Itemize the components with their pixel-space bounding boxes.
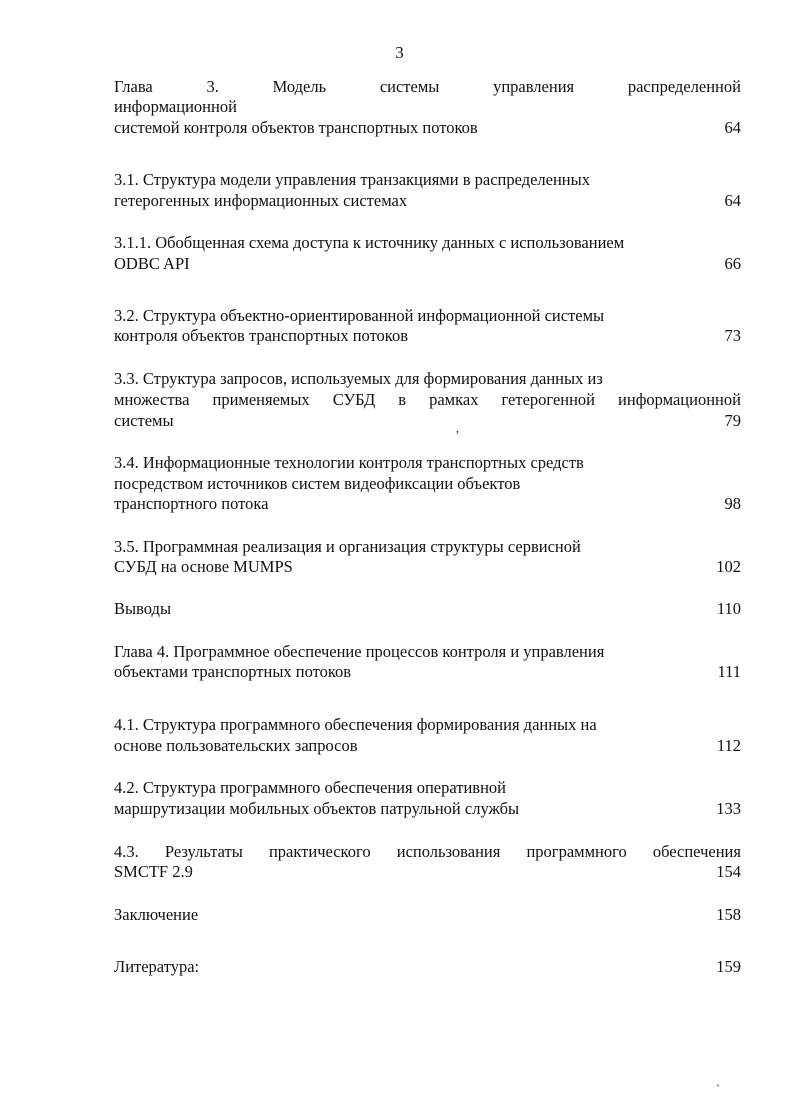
toc-conclusions-label: Выводы xyxy=(114,599,172,618)
toc-3-1-line1: 3.1. Структура модели управления транзакциями в распределенных xyxy=(114,170,590,189)
toc-4-1-page: 112 xyxy=(716,736,741,755)
toc-3-1-line2: гетерогенных информационных системах xyxy=(114,191,408,210)
toc-conclusion-label: Заключение xyxy=(114,905,199,924)
toc-3-4-line3: транспортного потока xyxy=(114,494,269,513)
toc-3-3-page: 79 xyxy=(724,411,741,430)
toc-3-2-page: 73 xyxy=(724,326,741,345)
toc-chapter3-line2: информационной xyxy=(114,97,237,116)
toc-3-3-line1: 3.3. Структура запросов, используемых для формирования данных из xyxy=(114,369,603,388)
toc-3-4-line1: 3.4. Информационные технологии контроля транспортных средств xyxy=(114,453,584,472)
toc-3-3-line2: множества применяемых СУБД в рамках гетерогенной информационной xyxy=(114,390,741,409)
toc-chapter4-page: 111 xyxy=(717,662,741,681)
toc-literature-label: Литература: xyxy=(114,957,200,976)
toc-conclusions-page: 110 xyxy=(716,599,741,618)
toc-3-5-line2: СУБД на основе MUMPS xyxy=(114,557,293,576)
toc-3-2-line2: контроля объектов транспортных потоков xyxy=(114,326,409,345)
toc-chapter3-page: 64 xyxy=(724,118,741,137)
toc-conclusion-page: 158 xyxy=(716,905,741,924)
toc-3-5-page: 102 xyxy=(716,557,741,576)
toc-3-4-page: 98 xyxy=(724,494,741,513)
toc-4-3-line1: 4.3. Результаты практического использования программного обеспечения xyxy=(114,842,741,861)
toc-chapter4-line2: объектами транспортных потоков xyxy=(114,662,352,681)
toc-chapter3-line3: системой контроля объектов транспортных потоков xyxy=(114,118,478,137)
toc-4-1-line2: основе пользовательских запросов xyxy=(114,736,358,755)
toc-chapter3-heading: Глава 3. Модель системы управления распределенной xyxy=(114,77,741,96)
scan-mark: , xyxy=(456,421,459,435)
toc-literature-page: 159 xyxy=(716,957,741,976)
toc-chapter4-line1: Глава 4. Программное обеспечение процессов контроля и управления xyxy=(114,642,605,661)
toc-4-2-line2: маршрутизации мобильных объектов патрульной службы xyxy=(114,799,520,818)
toc-3-1-1-page: 66 xyxy=(724,254,741,273)
toc-3-3-line3: системы xyxy=(114,411,174,430)
toc-3-1-1-line2: ODBC API xyxy=(114,254,190,273)
scan-mark: ` xyxy=(716,1082,720,1096)
toc-4-3-line2: SMCTF 2.9 xyxy=(114,862,193,881)
toc-4-2-line1: 4.2. Структура программного обеспечения оперативной xyxy=(114,778,506,797)
toc-3-5-line1: 3.5. Программная реализация и организация структуры сервисной xyxy=(114,537,581,556)
toc-3-2-line1: 3.2. Структура объектно-ориентированной информационной системы xyxy=(114,306,605,325)
toc-4-3-page: 154 xyxy=(716,862,741,881)
toc-4-2-page: 133 xyxy=(716,799,741,818)
toc-3-1-1-line1: 3.1.1. Обобщенная схема доступа к источнику данных с использованием xyxy=(114,233,625,252)
toc-3-1-page: 64 xyxy=(724,191,741,210)
toc-4-1-line1: 4.1. Структура программного обеспечения формирования данных на xyxy=(114,715,597,734)
page-number: 3 xyxy=(395,43,404,62)
toc-3-4-line2: посредством источников систем видеофиксации объектов xyxy=(114,474,521,493)
